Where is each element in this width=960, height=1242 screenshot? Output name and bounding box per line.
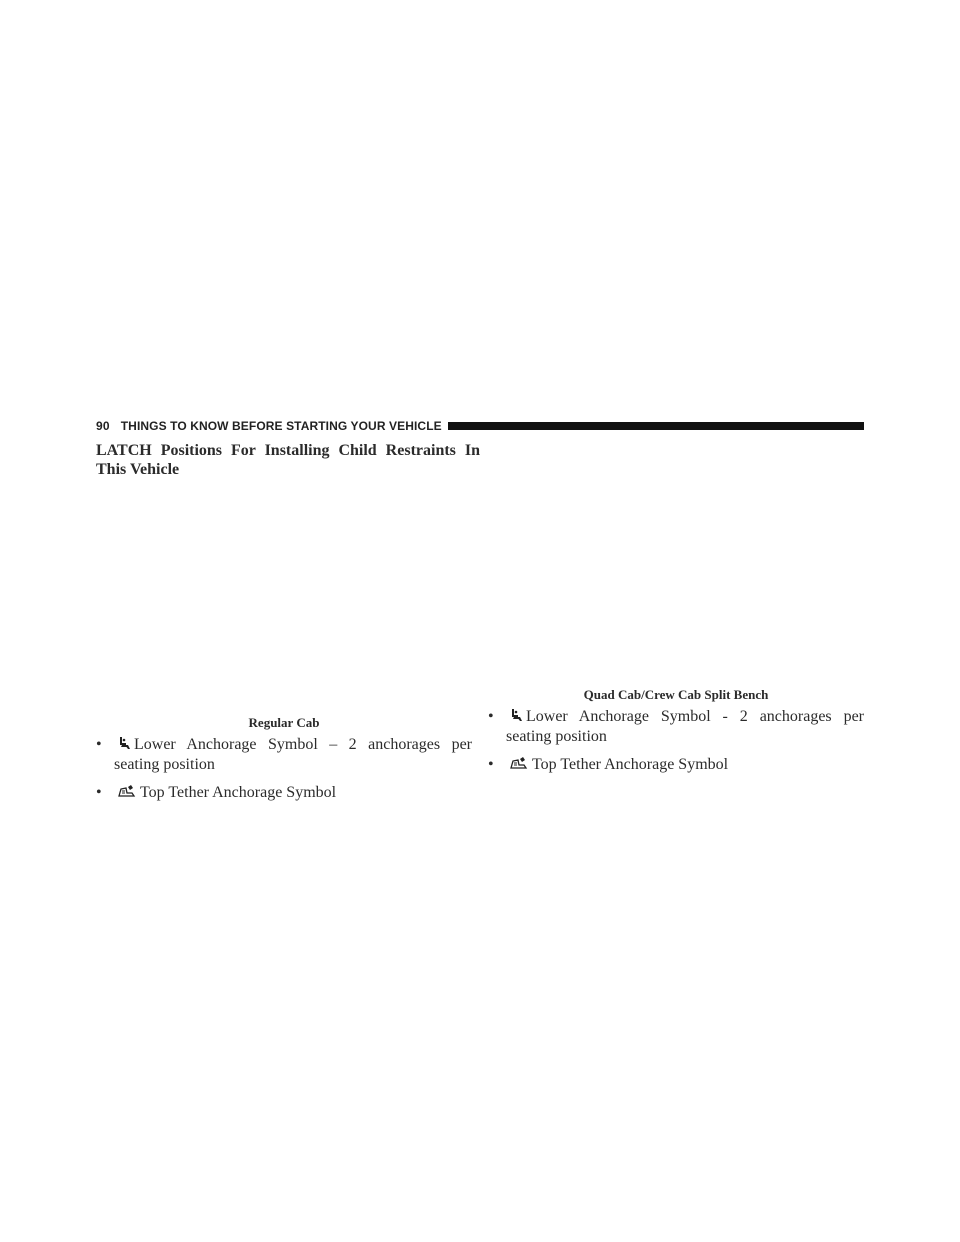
- running-head: THINGS TO KNOW BEFORE STARTING YOUR VEHICLE: [120, 419, 442, 433]
- symbol-list-left: [96, 735, 472, 811]
- list-item-text: Top Tether Anchorage Symbol: [532, 756, 729, 773]
- top-tether-icon: [118, 785, 136, 798]
- list-item: [96, 735, 472, 775]
- page-header: [96, 418, 864, 434]
- list-item-text: Lower Anchorage Symbol - 2 anchorages per seating position: [506, 708, 864, 745]
- bullet: •: [96, 784, 102, 801]
- list-item-text: Top Tether Anchorage Symbol: [140, 784, 337, 801]
- list-item: [488, 707, 864, 747]
- list-item: [96, 783, 472, 803]
- list-item-text: Lower Anchorage Symbol – 2 anchorages per seating position: [114, 736, 472, 773]
- page-number: 90: [96, 419, 110, 433]
- lower-anchorage-icon: [510, 709, 522, 722]
- bullet: •: [488, 708, 494, 725]
- list-item: [488, 755, 864, 775]
- top-tether-icon: [510, 757, 528, 770]
- lower-anchorage-icon: [118, 737, 130, 750]
- header-rule: [448, 422, 864, 430]
- section-title: LATCH Positions For Installing Child Restraints In This Vehicle: [96, 442, 480, 478]
- bullet: •: [96, 736, 102, 753]
- symbol-list-right: [488, 707, 864, 783]
- figure-caption-quad-crew-cab: Quad Cab/Crew Cab Split Bench: [583, 687, 769, 702]
- bullet: •: [488, 756, 494, 773]
- figure-caption-regular-cab: Regular Cab: [248, 715, 320, 730]
